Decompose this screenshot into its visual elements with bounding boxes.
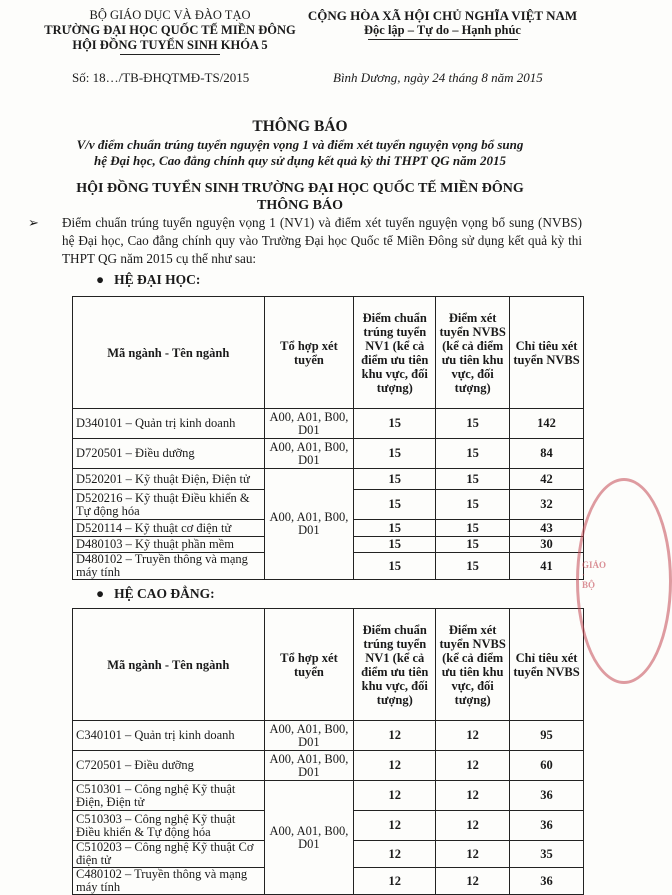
nvbs-cell: 12: [436, 841, 510, 868]
nvbs-cell: 12: [436, 868, 510, 895]
nvbs-cell: 15: [436, 409, 510, 439]
university-name: TRƯỜNG ĐẠI HỌC QUỐC TẾ MIỀN ĐÔNG: [44, 23, 296, 37]
combo-cell-merged: A00, A01, B00, D01: [264, 781, 354, 895]
combo-cell: A00, A01, B00, D01: [264, 439, 354, 469]
combo-cell-merged: A00, A01, B00, D01: [264, 469, 354, 580]
arrow-icon: ➢: [28, 215, 40, 230]
table-row: [73, 721, 584, 751]
quota-cell: 60: [510, 751, 584, 781]
table-header-row: [73, 297, 584, 409]
quota-cell: 30: [510, 537, 584, 553]
col-major: Mã ngành - Tên ngành: [73, 609, 265, 721]
ministry-name: BỘ GIÁO DỤC VÀ ĐÀO TẠO: [89, 8, 251, 22]
nv1-cell: 15: [354, 439, 436, 469]
quota-cell: 42: [510, 469, 584, 490]
col-nvbs: Điểm xét tuyển NVBS (kể cả điểm ưu tiên khu vực, đối tượng): [436, 609, 510, 721]
nv1-cell: 15: [354, 409, 436, 439]
major-cell: C510203 – Công nghệ Kỹ thuật Cơ điện tử: [73, 841, 265, 868]
nvbs-cell: 12: [436, 721, 510, 751]
combo-cell: A00, A01, B00, D01: [264, 721, 354, 751]
nvbs-cell: 15: [436, 520, 510, 537]
council-heading-line-1: HỘI ĐỒNG TUYỂN SINH TRƯỜNG ĐẠI HỌC QUỐC TẾ MIỀN ĐÔNG: [76, 181, 524, 196]
nv1-cell: 12: [354, 868, 436, 895]
place-date: Bình Dương, ngày 24 tháng 8 năm 2015: [333, 70, 543, 85]
document-subject: [60, 137, 540, 169]
major-cell: D520216 – Kỹ thuật Điều khiển & Tự động hóa: [73, 490, 265, 520]
major-cell: D520201 – Kỹ thuật Điện, Điện tử: [73, 469, 265, 490]
major-cell: C480102 – Truyền thông và mạng máy tính: [73, 868, 265, 895]
table-header-row: [73, 609, 584, 721]
nv1-cell: 12: [354, 751, 436, 781]
university-table: [72, 296, 584, 580]
quota-cell: 35: [510, 841, 584, 868]
section-college-label: HỆ CAO ĐẲNG:: [114, 586, 215, 601]
section-college: [96, 586, 215, 602]
seal-text: GIÁO · BỘ: [582, 560, 607, 590]
major-cell: D720501 – Điều dưỡng: [73, 439, 265, 469]
quota-cell: 43: [510, 520, 584, 537]
nv1-cell: 12: [354, 841, 436, 868]
intro-paragraph: [28, 214, 582, 268]
issuer-header: [40, 8, 300, 55]
col-quota: Chỉ tiêu xét tuyển NVBS: [510, 609, 584, 721]
nvbs-cell: 15: [436, 490, 510, 520]
national-header: [300, 8, 585, 40]
major-cell: D480102 – Truyền thông và mạng máy tính: [73, 553, 265, 580]
major-cell: C510301 – Công nghệ Kỹ thuật Điện, Điện tử: [73, 781, 265, 811]
council-name: HỘI ĐỒNG TUYỂN SINH KHÓA 5: [72, 38, 268, 52]
national-title: CỘNG HÒA XÃ HỘI CHỦ NGHĨA VIỆT NAM: [307, 8, 578, 23]
col-nv1: Điểm chuẩn trúng tuyển NV1 (kể cả điểm ưu tiên khu vực, đối tượng): [354, 609, 436, 721]
table-row: [73, 781, 584, 811]
bullet-icon: ●: [96, 272, 105, 287]
combo-cell: A00, A01, B00, D01: [264, 409, 354, 439]
council-heading: [0, 180, 600, 214]
quota-cell: 32: [510, 490, 584, 520]
nvbs-cell: 15: [436, 469, 510, 490]
col-nvbs: Điểm xét tuyển NVBS (kể cả điểm ưu tiên khu vực, đối tượng): [436, 297, 510, 409]
major-cell: D520114 – Kỹ thuật cơ điện tử: [73, 520, 265, 537]
issuer-underline: [120, 54, 220, 55]
col-quota: Chỉ tiêu xét tuyển NVBS: [510, 297, 584, 409]
college-table: [72, 608, 584, 895]
quota-cell: 36: [510, 781, 584, 811]
document-title: THÔNG BÁO: [252, 118, 348, 135]
nv1-cell: 12: [354, 781, 436, 811]
national-motto: Độc lập – Tự do – Hạnh phúc: [364, 23, 521, 37]
table-row: [73, 409, 584, 439]
col-combo: Tổ hợp xét tuyển: [264, 609, 354, 721]
nv1-cell: 15: [354, 520, 436, 537]
major-cell: D480103 – Kỹ thuật phần mềm: [73, 537, 265, 553]
motto-underline: [368, 39, 518, 40]
col-major: Mã ngành - Tên ngành: [73, 297, 265, 409]
major-cell: C340101 – Quản trị kinh doanh: [73, 721, 265, 751]
quota-cell: 142: [510, 409, 584, 439]
major-cell: D340101 – Quản trị kinh doanh: [73, 409, 265, 439]
nv1-cell: 12: [354, 811, 436, 841]
quota-cell: 36: [510, 811, 584, 841]
bullet-icon: ●: [96, 586, 105, 601]
col-nv1: Điểm chuẩn trúng tuyển NV1 (kể cả điểm ưu tiên khu vực, đối tượng): [354, 297, 436, 409]
council-heading-line-2: THÔNG BÁO: [257, 198, 343, 213]
table-row: [73, 439, 584, 469]
quota-cell: 41: [510, 553, 584, 580]
table-row: [73, 751, 584, 781]
quota-cell: 95: [510, 721, 584, 751]
nv1-cell: 12: [354, 721, 436, 751]
nv1-cell: 15: [354, 537, 436, 553]
major-cell: C720501 – Điều dưỡng: [73, 751, 265, 781]
subject-line-1: V/v điểm chuẩn trúng tuyển nguyện vọng 1 và điểm xét tuyển nguyện vọng bổ sung: [76, 137, 524, 152]
nv1-cell: 15: [354, 490, 436, 520]
nvbs-cell: 12: [436, 781, 510, 811]
intro-text: Điểm chuẩn trúng tuyển nguyện vọng 1 (NV1) và điểm xét tuyển nguyện vọng bổ sung (NVBS) hệ Đại học, Cao đẳng chính quy vào Trường Đại học Quốc tế Miền Đông sử dụng kết quả kỳ thi THPT QG năm 2015 cụ thể như sau:: [62, 215, 582, 266]
quota-cell: 36: [510, 868, 584, 895]
nvbs-cell: 12: [436, 811, 510, 841]
nv1-cell: 15: [354, 469, 436, 490]
table-row: [73, 469, 584, 490]
combo-cell: A00, A01, B00, D01: [264, 751, 354, 781]
section-university: [96, 272, 200, 288]
subject-line-2: hệ Đại học, Cao đẳng chính quy sử dụng kết quả kỳ thi THPT QG năm 2015: [94, 153, 506, 168]
nvbs-cell: 15: [436, 439, 510, 469]
nvbs-cell: 15: [436, 537, 510, 553]
nvbs-cell: 15: [436, 553, 510, 580]
section-university-label: HỆ ĐẠI HỌC:: [114, 272, 201, 287]
quota-cell: 84: [510, 439, 584, 469]
nvbs-cell: 12: [436, 751, 510, 781]
col-combo: Tổ hợp xét tuyển: [264, 297, 354, 409]
major-cell: C510303 – Công nghệ Kỹ thuật Điều khiển & Tự động hóa: [73, 811, 265, 841]
nv1-cell: 15: [354, 553, 436, 580]
reference-number: Số: 18…/TB-ĐHQTMĐ-TS/2015: [72, 70, 250, 85]
